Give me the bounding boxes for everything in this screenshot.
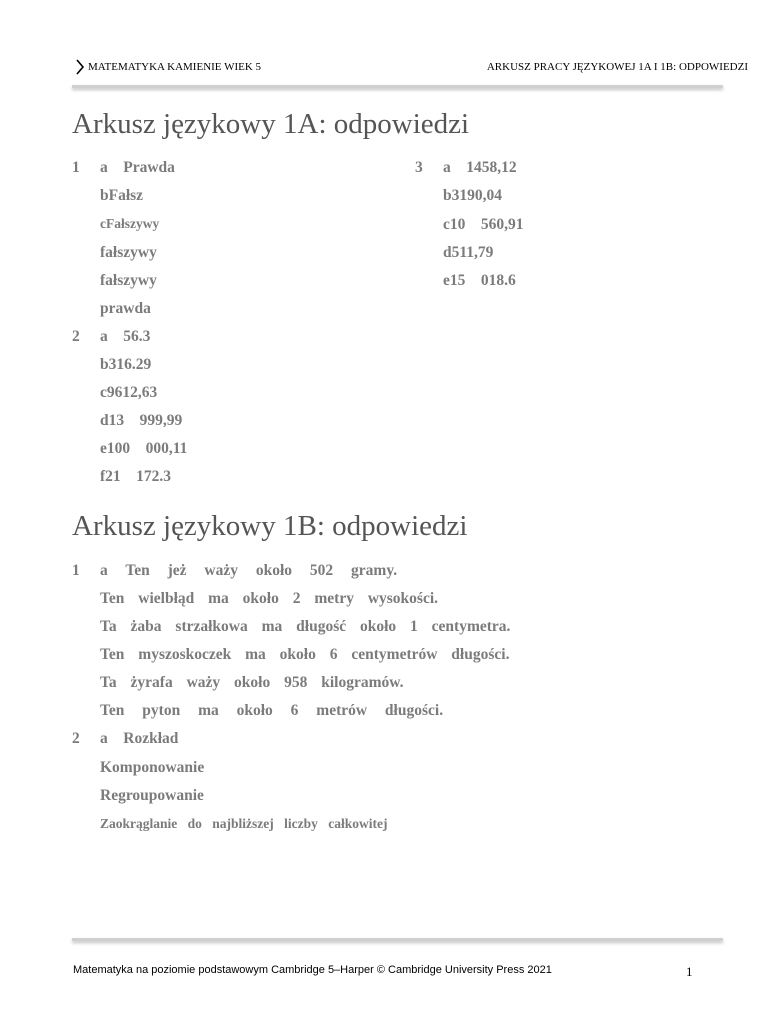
header-divider [72,85,723,88]
q1b-number: 1 [72,562,80,579]
q2a-line-5: e100 000,11 [100,440,188,457]
page-number: 1 [686,964,693,979]
q1b-line-5: Ta żyrafa waży około 958 kilogramów. [100,674,404,691]
q1b-line-4: Ten myszoskoczek ma około 6 centymetrów długości. [100,646,510,663]
q1a-number: 1 [72,159,80,176]
section-1b-title: Arkusz językowy 1B: odpowiedzi [72,510,468,542]
chevron-right-icon [76,59,85,75]
q2a-line-4: d13 999,99 [100,412,183,429]
q1b-line-6: Ten pyton ma około 6 metrów długości. [100,702,444,719]
q3a-line-3: c10 560,91 [443,216,524,233]
header-right-title: ARKUSZ PRACY JĘZYKOWEJ 1A I 1B: ODPOWIEDZI [486,61,748,73]
q2a-line-2: b316.29 [100,356,152,373]
q2a-number: 2 [72,328,80,345]
q1b-line-3: Ta żaba strzałkowa ma długość około 1 centymetra. [100,618,511,635]
q2b-line-4: Zaokrąglanie do najbliższej liczby całkowitej [100,816,388,831]
q3a-line-2: b3190,04 [443,187,502,204]
q2a-line-6: f21 172.3 [100,468,172,485]
q3a-line-5: e15 018.6 [443,272,516,289]
q3a-line-1: a 1458,12 [443,159,517,176]
q2b-line-1: a Rozkład [100,730,179,747]
q1b-line-1: a Ten jeż waży około 502 gramy. [100,562,398,579]
q1a-line-2: bFałsz [100,187,144,204]
q2a-line-3: c9612,63 [100,384,158,401]
q3a-number: 3 [415,159,423,176]
footer-divider [72,938,723,941]
q2b-line-2: Komponowanie [100,759,205,776]
section-1a-title: Arkusz językowy 1A: odpowiedzi [72,108,470,140]
q1a-line-5: fałszywy [100,272,157,289]
q1a-line-6: prawda [100,300,151,317]
header-left-title: MATEMATYKA KAMIENIE WIEK 5 [88,61,262,73]
q1a-line-3: cFałszywy [100,216,160,231]
q1a-line-4: fałszywy [100,244,157,261]
q1a-line-1: a Prawda [100,159,175,176]
footer-copyright: Matematyka na poziomie podstawowym Cambridge 5–Harper © Cambridge University Press 2021 [73,964,552,976]
q2b-line-3: Regroupowanie [100,787,204,804]
q2a-line-1: a 56.3 [100,328,151,345]
q3a-line-4: d511,79 [443,244,494,261]
q1b-line-2: Ten wielbłąd ma około 2 metry wysokości. [100,590,439,607]
q2b-number: 2 [72,730,80,747]
